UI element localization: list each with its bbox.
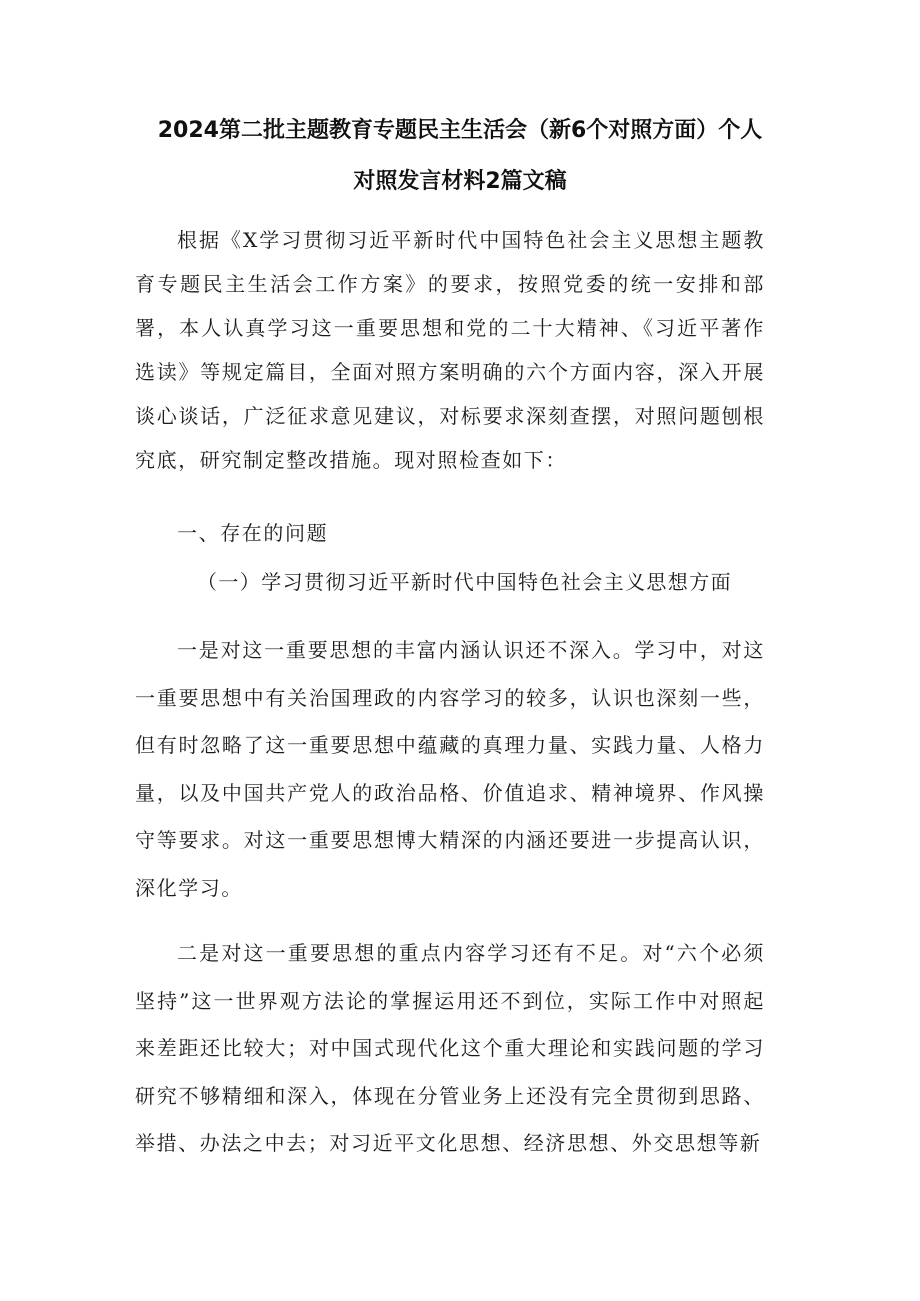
section-heading: 一、存在的问题 — [177, 521, 329, 545]
point-two-paragraph: 二是对这一重要思想的重点内容学习还有不足。对“六个必须坚持”这一世界观方法论的掌握运用还不到位，实际工作中对照起来差距还比较大；对中国式现代化这个重大理论和实践问题的学习研究不够精细和深入，体现在分管业务上还没有完全贯彻到思路、举措、办法之中去；对习近平文化思想、经济思想、外交思想等新 — [135, 941, 765, 1155]
intro-paragraph: 根据《X学习贯彻习近平新时代中国特色社会主义思想主题教育专题民主生活会工作方案》的要求，按照党委的统一安排和部署，本人认真学习这一重要思想和党的二十大精神、《习近平著作选读》等规定篇目，全面对照方案明确的六个方面内容，深入开展谈心谈话，广泛征求意见建议，对标要求深刻查摆，对照问题刨根究底，研究制定整改措施。现对照检查如下： — [135, 228, 765, 472]
subsection-heading: （一）学习贯彻习近平新时代中国特色社会主义思想方面 — [197, 570, 732, 594]
point-one-paragraph: 一是对这一重要思想的丰富内涵认识还不深入。学习中，对这一重要思想中有关治国理政的内容学习的较多，认识也深刻一些，但有时忽略了这一重要思想中蕴藏的真理力量、实践力量、人格力量，以及中国共产党人的政治品格、价值追求、精神境界、作风操守等要求。对这一重要思想博大精深的内涵还要进一步提高认识，深化学习。 — [135, 638, 765, 900]
document-title-line-1: 2024第二批主题教育专题民主生活会（新6个对照方面）个人 — [157, 118, 763, 143]
document-title-line-2: 对照发言材料2篇文稿 — [353, 169, 567, 194]
